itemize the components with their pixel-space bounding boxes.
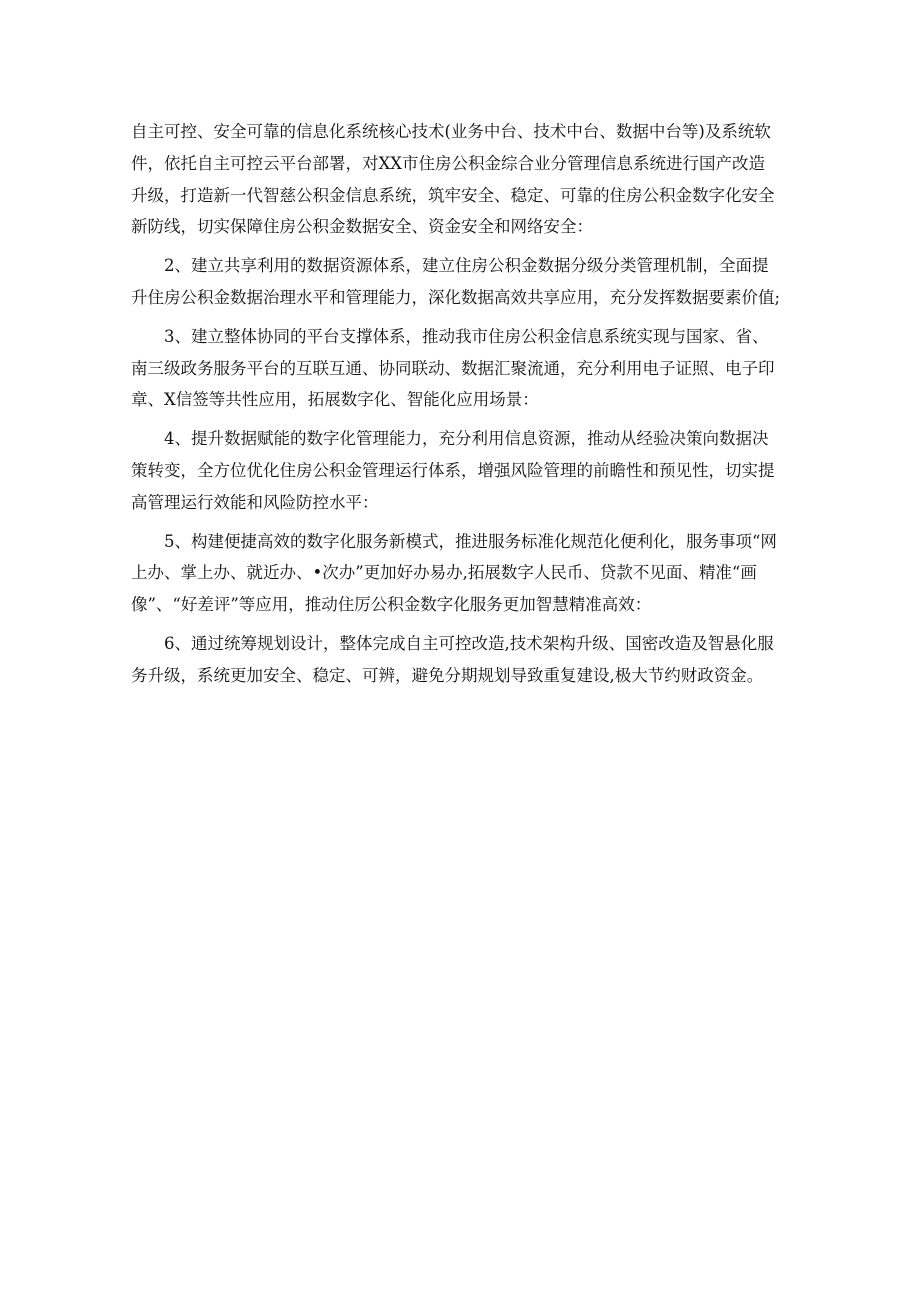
text-line: 高管理运行效能和风险防控水平： [131, 492, 379, 512]
text-line: 务升级，系统更加安全、稳定、可辨，避免分期规划导致重复建设,极大节约财政资金。 [131, 665, 764, 685]
text-line: 5、构建便捷高效的数字化服务新模式，推进服务标准化规范化便利化，服务事项“网 [164, 531, 777, 551]
text-line: 2、建立共享利用的数据资源体系，建立住房公积金数据分级分类管理机制，全面提 [164, 256, 769, 276]
paragraph [131, 250, 791, 314]
text-line: 升住房公积金数据治理水平和管理能力，深化数据高效共享应用，充分发挥数据要素价值; [131, 287, 781, 307]
text-line: 件，依托自主可控云平台部署，对XX市住房公积金综合业分管理信息系统进行国产改造 [131, 153, 765, 173]
document-body [131, 116, 791, 692]
text-line: 章、X信签等共性应用，拓展数字化、智能化应用场景： [131, 390, 539, 410]
paragraph [131, 423, 791, 518]
paragraph [131, 321, 791, 416]
text-line: 上办、掌上办、就近办、•次办”更加好办易办,拓展数字人民币、贷款不见面、精准“画 [131, 563, 757, 583]
text-line: 3、建立整体协同的平台支撑体系，推动我市住房公积金信息系统实现与国家、省、 [164, 326, 769, 346]
text-line: 自主可控、安全可靠的信息化系统核心技术(业务中台、技术中台、数据中台等)及系统软 [131, 122, 771, 141]
text-line: 4、提升数据赋能的数字化管理能力，充分利用信息资源，推动从经验决策向数据决 [164, 429, 769, 449]
text-line: 新防线，切实保障住房公积金数据安全、资金安全和网络安全： [131, 217, 593, 237]
text-line: 6、通过统筹规划设计，整体完成自主可控改造,技术架构升级、国密改造及智悬化服 [164, 633, 774, 653]
paragraph [131, 526, 791, 621]
paragraph-spacer [131, 416, 791, 423]
text-line: 升级，打造新一代智慈公积金信息系统，筑牢安全、稳定、可靠的住房公积金数字化安全 [131, 185, 775, 205]
paragraph [131, 628, 791, 692]
paragraph-spacer [131, 519, 791, 526]
paragraph-spacer [131, 243, 791, 250]
paragraph [131, 116, 791, 243]
text-line: 策转变，全方位优化住房公积金管理运行体系，增强风险管理的前瞻性和预见性，切实提 [131, 460, 775, 480]
paragraph-spacer [131, 621, 791, 628]
paragraph-spacer [131, 314, 791, 321]
text-line: 南三级政务服务平台的互联互通、协同联动、数据汇聚流通，充分利用电子证照、电子印 [131, 358, 775, 378]
text-line: 像”、“好差评”等应用，推动住厉公积金数字化服务更加智慧精准高效： [131, 595, 652, 615]
